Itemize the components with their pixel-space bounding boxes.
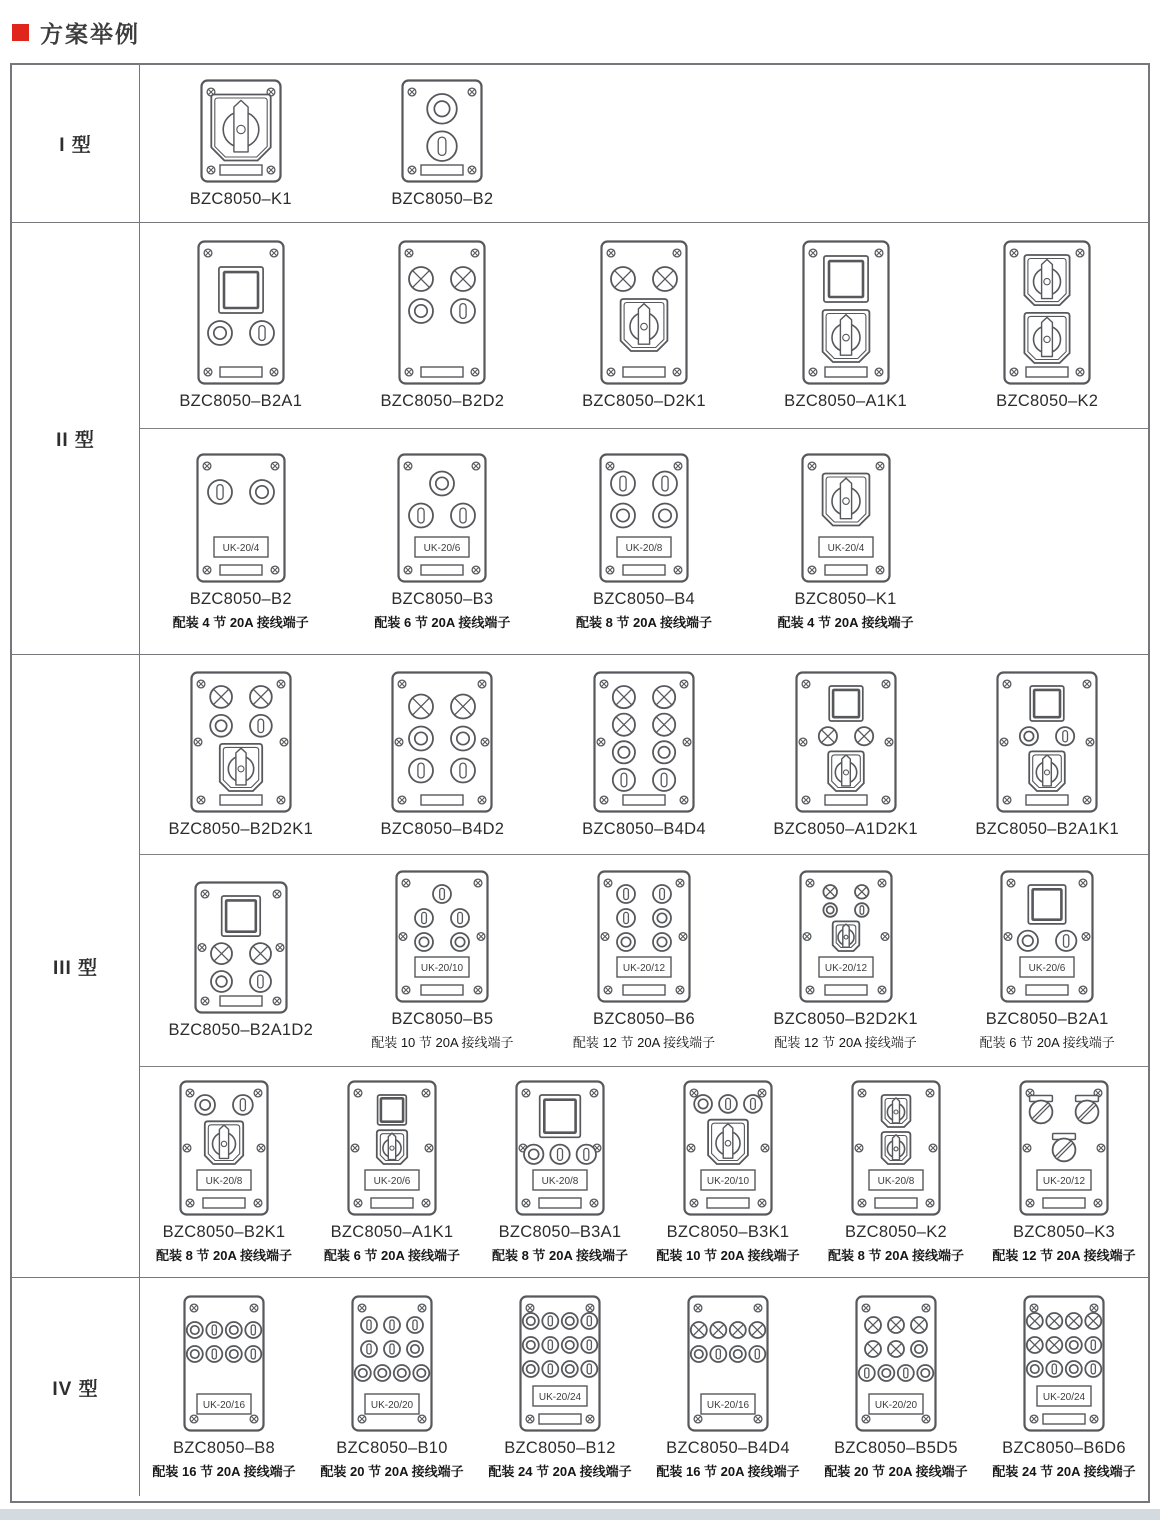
type-row bbox=[12, 222, 1148, 654]
type-cell bbox=[12, 65, 140, 222]
device-drawing bbox=[519, 1295, 601, 1432]
device-card bbox=[308, 1067, 476, 1277]
device-model-label: BZC8050–B4 bbox=[592, 589, 696, 608]
device-drawing bbox=[593, 671, 695, 813]
device-drawing bbox=[597, 870, 691, 1003]
device-drawing bbox=[801, 453, 891, 583]
device-card bbox=[342, 855, 544, 1066]
scheme-subrow bbox=[140, 65, 1148, 222]
type-row bbox=[12, 65, 1148, 222]
svg-text:UK-20/6: UK-20/6 bbox=[373, 1176, 411, 1187]
svg-text:UK-20/20: UK-20/20 bbox=[370, 1399, 414, 1411]
device-terminal-note: 配装 16 节 20A 接线端子 bbox=[152, 1463, 296, 1479]
scheme-subrow bbox=[140, 223, 1148, 428]
svg-text:UK-20/8: UK-20/8 bbox=[625, 542, 663, 554]
svg-text:UK-20/24: UK-20/24 bbox=[538, 1391, 582, 1403]
row-type-label: II 型 bbox=[56, 430, 95, 451]
device-model-label: BZC8050–B8 bbox=[172, 1438, 276, 1457]
device-card bbox=[812, 1067, 980, 1277]
device-drawing bbox=[795, 671, 897, 813]
device-drawing bbox=[397, 453, 487, 583]
svg-text:UK-20/12: UK-20/12 bbox=[622, 963, 666, 974]
svg-text:UK-20/12: UK-20/12 bbox=[1042, 1176, 1086, 1187]
device-drawing bbox=[179, 1080, 269, 1216]
device-card bbox=[980, 1067, 1148, 1277]
type-cell bbox=[12, 655, 140, 1277]
device-card bbox=[543, 429, 745, 654]
device-terminal-note: 配装 12 节 20A 接线端子 bbox=[572, 1035, 716, 1050]
device-card bbox=[745, 223, 947, 428]
device-terminal-note: 配装 24 节 20A 接线端子 bbox=[488, 1463, 632, 1479]
device-model-label: BZC8050–B2D2 bbox=[380, 392, 505, 410]
scheme-subrow bbox=[140, 428, 1148, 654]
device-model-label: BZC8050–A1K1 bbox=[784, 392, 908, 410]
device-drawing bbox=[687, 1295, 769, 1432]
type-row bbox=[12, 654, 1148, 1277]
device-terminal-note: 配装 16 节 20A 接线端子 bbox=[656, 1463, 800, 1479]
device-model-label: BZC8050–K2 bbox=[996, 392, 1099, 410]
device-terminal-note: 配装 8 节 20A 接线端子 bbox=[575, 614, 713, 630]
device-card bbox=[342, 655, 544, 854]
svg-text:UK-20/24: UK-20/24 bbox=[1042, 1391, 1086, 1403]
device-drawing bbox=[200, 79, 282, 183]
device-model-label: BZC8050–B2D2K1 bbox=[168, 819, 314, 838]
device-drawing bbox=[401, 79, 483, 183]
device-drawing bbox=[398, 240, 486, 385]
device-card bbox=[308, 1278, 476, 1496]
device-model-label: BZC8050–A1K1 bbox=[330, 1223, 454, 1241]
device-card bbox=[140, 655, 342, 854]
device-drawing bbox=[600, 240, 688, 385]
scheme-subrow bbox=[140, 854, 1148, 1066]
device-card bbox=[980, 1278, 1148, 1496]
type-cell bbox=[12, 223, 140, 654]
type-cell bbox=[12, 1278, 140, 1496]
device-card bbox=[745, 429, 947, 654]
device-terminal-note: 配装 10 节 20A 接线端子 bbox=[371, 1035, 514, 1050]
device-terminal-note: 配装 20 节 20A 接线端子 bbox=[320, 1463, 464, 1479]
device-drawing bbox=[996, 671, 1098, 813]
device-model-label: BZC8050–B5 bbox=[391, 1010, 494, 1028]
device-drawing bbox=[1003, 240, 1091, 385]
device-terminal-note: 配装 12 节 20A 接线端子 bbox=[992, 1248, 1136, 1263]
device-model-label: BZC8050–B2A1 bbox=[179, 392, 303, 410]
device-model-label: BZC8050–B4D4 bbox=[582, 819, 706, 838]
device-terminal-note: 配装 8 节 20A 接线端子 bbox=[155, 1248, 293, 1263]
device-card bbox=[946, 223, 1148, 428]
device-model-label: BZC8050–B2 bbox=[189, 589, 292, 608]
device-model-label: BZC8050–D2K1 bbox=[582, 392, 706, 410]
device-terminal-note: 配装 6 节 20A 接线端子 bbox=[323, 1248, 461, 1263]
device-drawing bbox=[391, 671, 493, 813]
device-model-label: BZC8050–B2K1 bbox=[162, 1223, 286, 1241]
device-card bbox=[946, 655, 1148, 854]
device-card bbox=[543, 655, 745, 854]
device-card bbox=[946, 855, 1148, 1066]
device-card bbox=[745, 655, 947, 854]
device-card bbox=[543, 855, 745, 1066]
page-title-bar bbox=[12, 16, 140, 49]
device-model-label: BZC8050–K3 bbox=[1012, 1223, 1116, 1241]
device-drawing bbox=[802, 240, 890, 385]
device-drawing bbox=[183, 1295, 265, 1432]
device-model-label: BZC8050–B2D2K1 bbox=[773, 1010, 918, 1028]
device-terminal-note: 配装 4 节 20A 接线端子 bbox=[172, 614, 309, 630]
device-drawing bbox=[395, 870, 489, 1003]
device-model-label: BZC8050–K2 bbox=[844, 1223, 948, 1241]
device-card bbox=[140, 1278, 308, 1496]
device-model-label: BZC8050–B3K1 bbox=[666, 1223, 790, 1241]
page-title: 方案举例 bbox=[40, 21, 140, 47]
svg-text:UK-20/20: UK-20/20 bbox=[874, 1399, 918, 1411]
device-model-label: BZC8050–B5D5 bbox=[834, 1438, 958, 1457]
device-model-label: BZC8050–B10 bbox=[336, 1438, 448, 1457]
scheme-table bbox=[10, 63, 1150, 1503]
device-drawing bbox=[515, 1080, 605, 1216]
svg-text:UK-20/8: UK-20/8 bbox=[205, 1176, 243, 1187]
device-drawing bbox=[197, 240, 285, 385]
device-card bbox=[745, 855, 947, 1066]
device-card bbox=[140, 223, 342, 428]
svg-text:UK-20/8: UK-20/8 bbox=[877, 1176, 915, 1187]
type-row bbox=[12, 1277, 1148, 1496]
device-model-label: BZC8050–B12 bbox=[504, 1438, 616, 1457]
device-model-label: BZC8050–K1 bbox=[794, 589, 897, 608]
device-drawing bbox=[1019, 1080, 1109, 1216]
device-terminal-note: 配装 12 节 20A 接线端子 bbox=[774, 1035, 917, 1050]
device-drawing bbox=[851, 1080, 941, 1216]
device-drawing bbox=[196, 453, 286, 583]
device-card bbox=[342, 429, 544, 654]
device-drawing bbox=[190, 671, 292, 813]
device-drawing bbox=[683, 1080, 773, 1216]
device-model-label: BZC8050–B3A1 bbox=[498, 1223, 622, 1241]
device-model-label: BZC8050–A1D2K1 bbox=[773, 819, 918, 838]
scheme-subrow bbox=[140, 655, 1148, 854]
svg-text:UK-20/16: UK-20/16 bbox=[202, 1399, 246, 1411]
device-terminal-note: 配装 6 节 20A 接线端子 bbox=[374, 614, 511, 630]
svg-text:UK-20/16: UK-20/16 bbox=[706, 1399, 750, 1411]
device-terminal-note: 配装 8 节 20A 接线端子 bbox=[491, 1248, 629, 1263]
device-drawing bbox=[855, 1295, 937, 1432]
device-drawing bbox=[1000, 870, 1094, 1003]
row-type-label: III 型 bbox=[52, 957, 99, 979]
device-terminal-note: 配装 4 节 20A 接线端子 bbox=[777, 614, 914, 630]
row-type-label: I 型 bbox=[59, 135, 92, 156]
device-card bbox=[812, 1278, 980, 1496]
device-card bbox=[140, 855, 342, 1066]
bottom-strip bbox=[0, 1509, 1160, 1520]
device-card bbox=[140, 65, 342, 222]
device-model-label: BZC8050–B2A1D2 bbox=[168, 1021, 314, 1039]
device-card bbox=[140, 429, 342, 654]
row-type-label: IV 型 bbox=[52, 1378, 99, 1400]
device-drawing bbox=[1023, 1295, 1105, 1432]
device-model-label: BZC8050–B2A1K1 bbox=[975, 819, 1120, 838]
device-model-label: BZC8050–B6D6 bbox=[1002, 1438, 1126, 1457]
device-model-label: BZC8050–B4D4 bbox=[666, 1438, 790, 1457]
device-card bbox=[476, 1278, 644, 1496]
device-card bbox=[644, 1278, 812, 1496]
device-card bbox=[543, 223, 745, 428]
device-terminal-note: 配装 8 节 20A 接线端子 bbox=[827, 1248, 965, 1263]
device-model-label: BZC8050–B3 bbox=[391, 589, 494, 608]
svg-text:UK-20/6: UK-20/6 bbox=[424, 542, 461, 554]
svg-text:UK-20/6: UK-20/6 bbox=[1028, 963, 1066, 974]
device-card bbox=[342, 65, 544, 222]
device-model-label: BZC8050–B2 bbox=[391, 189, 494, 208]
device-drawing bbox=[351, 1295, 433, 1432]
device-model-label: BZC8050–B6 bbox=[592, 1010, 696, 1028]
device-card bbox=[476, 1067, 644, 1277]
svg-text:UK-20/8: UK-20/8 bbox=[541, 1176, 579, 1187]
device-card bbox=[140, 1067, 308, 1277]
device-drawing bbox=[347, 1080, 437, 1216]
device-drawing bbox=[799, 870, 893, 1003]
svg-text:UK-20/12: UK-20/12 bbox=[824, 963, 867, 974]
device-card bbox=[342, 223, 544, 428]
title-accent-square bbox=[12, 24, 29, 41]
svg-text:UK-20/10: UK-20/10 bbox=[421, 963, 464, 974]
device-drawing bbox=[194, 881, 288, 1014]
device-terminal-note: 配装 24 节 20A 接线端子 bbox=[992, 1463, 1136, 1479]
device-model-label: BZC8050–K1 bbox=[189, 189, 292, 208]
device-terminal-note: 配装 20 节 20A 接线端子 bbox=[824, 1463, 968, 1479]
svg-text:UK-20/4: UK-20/4 bbox=[827, 542, 864, 554]
scheme-subrow bbox=[140, 1066, 1148, 1277]
svg-text:UK-20/4: UK-20/4 bbox=[222, 542, 260, 554]
scheme-subrow bbox=[140, 1278, 1148, 1496]
device-terminal-note: 配装 10 节 20A 接线端子 bbox=[656, 1248, 800, 1263]
device-model-label: BZC8050–B2A1 bbox=[985, 1010, 1109, 1028]
device-card bbox=[644, 1067, 812, 1277]
svg-text:UK-20/10: UK-20/10 bbox=[706, 1176, 750, 1187]
device-model-label: BZC8050–B4D2 bbox=[380, 819, 505, 838]
device-terminal-note: 配装 6 节 20A 接线端子 bbox=[979, 1035, 1115, 1050]
device-drawing bbox=[599, 453, 689, 583]
